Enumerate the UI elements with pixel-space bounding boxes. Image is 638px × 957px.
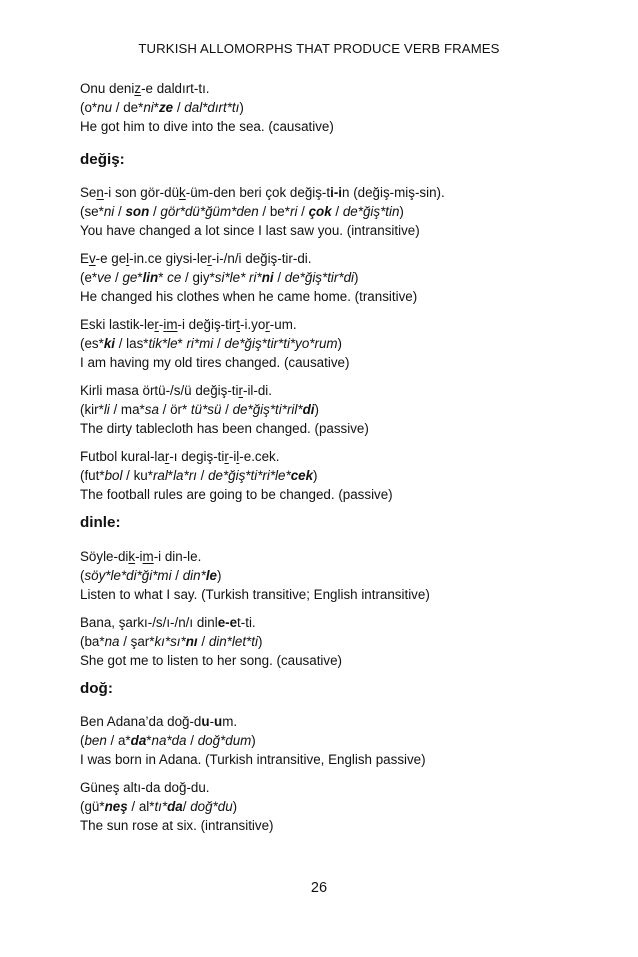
turkish-sentence-run: Güneş altı-da doğ-du. (80, 780, 210, 795)
pronunciation-line-run: / (171, 568, 183, 583)
turkish-sentence-run: k (179, 185, 186, 200)
page-body (80, 79, 570, 844)
pronunciation-line-run: çok (308, 204, 332, 219)
pronunciation-line-run: / (213, 336, 225, 351)
pronunciation-line-run: * (137, 270, 143, 285)
pronunciation-line-run: ) (314, 402, 319, 417)
turkish-sentence-run: r (265, 317, 270, 332)
english-translation: The football rules are going to be changed. (passive) (80, 487, 393, 502)
pronunciation-line-run: ) (239, 100, 244, 115)
pronunciation-line-run: di (302, 402, 315, 417)
section-heading: doğ: (80, 680, 113, 697)
pronunciation-line-run: ri*mi (186, 336, 214, 351)
turkish-sentence-run: -ı degiş-ti (169, 449, 225, 464)
turkish-sentence-run: r (164, 449, 170, 464)
turkish-sentence-run: r (238, 383, 243, 398)
turkish-sentence (80, 447, 570, 466)
pronunciation-line-run: ) (251, 733, 256, 748)
turkish-sentence (80, 712, 570, 731)
pronunciation-line (80, 797, 570, 816)
pronunciation-line-run: / (197, 634, 209, 649)
pronunciation-line (80, 632, 570, 651)
turkish-sentence-run: Eski lastik-le (80, 317, 155, 332)
turkish-sentence (80, 249, 570, 268)
example-block (80, 613, 570, 670)
pronunciation-line-run: ) (313, 468, 318, 483)
pronunciation-line-run: söy*le*di*ği*mi (84, 568, 172, 583)
pronunciation-line-run: cek (290, 468, 314, 483)
turkish-sentence-run: -i son gör-dü (103, 185, 180, 200)
pronunciation-line-run: / (186, 733, 198, 748)
pronunciation-line-run: de*ğiş*tin (342, 204, 400, 219)
pronunciation-line-run: (e* (80, 270, 98, 285)
pronunciation-line-run: bol (104, 468, 123, 483)
pronunciation-line-run: ce (167, 270, 182, 285)
pronunciation-line-run: din* (182, 568, 206, 583)
turkish-sentence-run: -üm-den beri çok değiş-t (185, 185, 331, 200)
pronunciation-line-run: ) (257, 634, 263, 649)
turkish-sentence-run: -i din-le. (153, 549, 202, 564)
turkish-sentence-run: m (166, 317, 178, 332)
pronunciation-line-run: dal*dırt*tı (184, 100, 240, 115)
turkish-sentence (80, 547, 570, 566)
example-block (80, 447, 570, 504)
turkish-sentence-run: u (201, 714, 210, 729)
turkish-sentence-run: m (142, 549, 154, 564)
pronunciation-line-run: (fut* (80, 468, 105, 483)
pronunciation-line-run: / de* (112, 100, 144, 115)
pronunciation-line (80, 466, 570, 485)
pronunciation-line-run: kı*sı* (154, 634, 186, 649)
pronunciation-line (80, 566, 570, 585)
pronunciation-line-run: tik*le (148, 336, 178, 351)
pronunciation-line-run: ri* (249, 270, 262, 285)
example-block (80, 315, 570, 372)
example-block (80, 249, 570, 306)
turkish-sentence-run: n (değiş-miş-sin). (342, 185, 445, 200)
pronunciation-line-run: ben (84, 733, 107, 748)
pronunciation-line-run: / las* (115, 336, 149, 351)
pronunciation-line-run: / a* (106, 733, 131, 748)
pronunciation-line-run: gör*dü*ğüm*den (160, 204, 259, 219)
pronunciation-line-run: ze (158, 100, 174, 115)
pronunciation-line-run: din*let*ti (208, 634, 258, 649)
turkish-sentence-run: k (128, 549, 136, 564)
pronunciation-line-run: / ku* (122, 468, 153, 483)
turkish-sentence (80, 315, 570, 334)
turkish-sentence-run: l (126, 251, 130, 266)
turkish-sentence-run: Söyle-di (80, 549, 129, 564)
turkish-sentence-run: - (158, 317, 164, 332)
pronunciation-line-run: / (182, 799, 191, 814)
pronunciation-line-run: da (167, 799, 183, 814)
turkish-sentence-run: n (96, 185, 104, 200)
pronunciation-line-run: de*ğiş*tir*di (284, 270, 355, 285)
pronunciation-line-run: / şar* (119, 634, 155, 649)
turkish-sentence-run: r (224, 449, 229, 464)
pronunciation-line-run: na*da (151, 733, 187, 748)
turkish-sentence (80, 79, 570, 98)
section-heading: dinle: (80, 514, 121, 531)
pronunciation-line-run: / (331, 204, 343, 219)
pronunciation-line-run: (ba* (80, 634, 105, 649)
page-number: 26 (310, 880, 328, 896)
pronunciation-line-run: ni (261, 270, 274, 285)
pronunciation-line-run: ( (80, 568, 85, 583)
pronunciation-line-run: de*ğiş*ti*ril* (232, 402, 303, 417)
pronunciation-line-run: la*rı (173, 468, 197, 483)
pronunciation-line (80, 268, 570, 287)
pronunciation-line-run: de*ğiş*ti*ri*le* (208, 468, 291, 483)
turkish-sentence-run: Onu deni (80, 81, 135, 96)
pronunciation-line-run: le (205, 568, 217, 583)
pronunciation-line-run: (kir* (80, 402, 104, 417)
example-block (80, 381, 570, 438)
pronunciation-line-run: ni (103, 204, 115, 219)
pronunciation-line-run: ge (122, 270, 138, 285)
pronunciation-line-run: / ma* (109, 402, 145, 417)
english-translation: He changed his clothes when he came home. (transitive) (80, 289, 418, 304)
page-header: TURKISH ALLOMORPHS THAT PRODUCE VERB FRAMES (138, 41, 500, 56)
example-block (80, 183, 570, 240)
turkish-sentence-run: E (80, 251, 89, 266)
pronunciation-line-run: nu (97, 100, 113, 115)
pronunciation-line-run: li (103, 402, 110, 417)
pronunciation-line-run: * (158, 270, 168, 285)
turkish-sentence (80, 778, 570, 797)
english-translation: The sun rose at six. (intransitive) (80, 818, 274, 833)
pronunciation-line-run: ( (80, 733, 85, 748)
pronunciation-line (80, 731, 570, 750)
turkish-sentence-run: -i değiş-tir (177, 317, 237, 332)
pronunciation-line-run: na (104, 634, 120, 649)
pronunciation-line-run: ve (97, 270, 112, 285)
pronunciation-line (80, 400, 570, 419)
example-block (80, 547, 570, 604)
pronunciation-line-run: ) (399, 204, 404, 219)
pronunciation-line-run: lin (142, 270, 159, 285)
english-translation: She got me to listen to her song. (causative) (80, 653, 343, 668)
turkish-sentence-run: Ben Adana’da doğ-d (80, 714, 202, 729)
pronunciation-line-run: * (167, 468, 174, 483)
pronunciation-line-run: son (125, 204, 150, 219)
pronunciation-line-run: / (297, 204, 309, 219)
turkish-sentence (80, 183, 570, 202)
pronunciation-line-run: ) (232, 799, 238, 814)
english-translation: I am having my old tires changed. (causative) (80, 355, 350, 370)
example-block (80, 79, 570, 136)
pronunciation-line-run: / (221, 402, 233, 417)
pronunciation-line-run: (se* (80, 204, 104, 219)
pronunciation-line (80, 202, 570, 221)
pronunciation-line-run: ki (103, 336, 115, 351)
turkish-sentence-run: -i (135, 549, 143, 564)
pronunciation-line-run: / ör* (158, 402, 191, 417)
pronunciation-line-run: da (130, 733, 147, 748)
example-block (80, 778, 570, 835)
pronunciation-line-run: sa (144, 402, 159, 417)
turkish-sentence-run: Kirli masa örtü-/s/ü değiş-ti (80, 383, 239, 398)
turkish-sentence (80, 613, 570, 632)
pronunciation-line-run: neş (104, 799, 128, 814)
pronunciation-line-run: tı* (154, 799, 168, 814)
turkish-sentence-run: u (214, 714, 223, 729)
turkish-sentence-run: i (163, 317, 167, 332)
turkish-sentence-run: -e ge (95, 251, 127, 266)
turkish-sentence-run: m. (222, 714, 238, 729)
example-block (80, 712, 570, 769)
pronunciation-line-run: ) (217, 568, 222, 583)
pronunciation-line-run: doğ*du (190, 799, 233, 814)
turkish-sentence-run: t (236, 317, 241, 332)
english-translation: He got him to dive into the sea. (causative) (80, 119, 334, 134)
turkish-sentence-run: Se (80, 185, 97, 200)
section-heading: değiş: (80, 151, 125, 168)
turkish-sentence-run: -i (228, 449, 237, 464)
turkish-sentence-run: v (88, 251, 96, 266)
pronunciation-line-run: / (173, 100, 185, 115)
pronunciation-line-run: / giy* (181, 270, 215, 285)
pronunciation-line-run: / al* (127, 799, 155, 814)
pronunciation-line-run: ni (143, 100, 154, 115)
pronunciation-line (80, 98, 570, 117)
pronunciation-line-run: tü*sü (190, 402, 222, 417)
english-translation: Listen to what I say. (Turkish transitive; English intransitive) (80, 587, 430, 602)
pronunciation-line-run: (o* (80, 100, 98, 115)
pronunciation-line-run: * (153, 100, 159, 115)
turkish-sentence-run: -um. (269, 317, 297, 332)
pronunciation-line-run: / (114, 204, 126, 219)
turkish-sentence-run: -e daldırt-tı. (141, 81, 210, 96)
turkish-sentence-run: -in.ce giysi-le (129, 251, 208, 266)
turkish-sentence-run: -e.cek. (239, 449, 280, 464)
turkish-sentence-run: -i.yo (240, 317, 266, 332)
turkish-sentence-run: z (134, 81, 142, 96)
turkish-sentence (80, 381, 570, 400)
pronunciation-line-run: / (111, 270, 123, 285)
pronunciation-line-run: ral (152, 468, 168, 483)
turkish-sentence-run: i-i (330, 185, 343, 200)
pronunciation-line-run: nı (185, 634, 198, 649)
pronunciation-line-run: ) (337, 336, 343, 351)
turkish-sentence-run: -il-di. (242, 383, 272, 398)
pronunciation-line-run: si*le* (214, 270, 246, 285)
turkish-sentence-run: e-e (217, 615, 238, 630)
turkish-sentence-run: l (236, 449, 240, 464)
pronunciation-line-run: doğ*dum (197, 733, 252, 748)
pronunciation-line (80, 334, 570, 353)
pronunciation-line-run: de*ğiş*tir*ti*yo*rum (224, 336, 338, 351)
pronunciation-line-run: / (196, 468, 209, 483)
english-translation: You have changed a lot since I last saw you. (intransitive) (80, 223, 420, 238)
pronunciation-line-run: * (177, 336, 187, 351)
english-translation: The dirty tablecloth has been changed. (passive) (80, 421, 369, 436)
pronunciation-line-run: / be* (258, 204, 290, 219)
turkish-sentence-run: r (154, 317, 159, 332)
turkish-sentence-run: t-ti. (237, 615, 256, 630)
english-translation: I was born in Adana. (Turkish intransitive, English passive) (80, 752, 426, 767)
turkish-sentence-run: - (209, 714, 215, 729)
turkish-sentence-run: Futbol kural-la (80, 449, 165, 464)
pronunciation-line-run: / (273, 270, 285, 285)
turkish-sentence-run: Bana, şarkı-/s/ı-/n/ı dinl (80, 615, 218, 630)
pronunciation-line-run: ri (289, 204, 298, 219)
pronunciation-line-run: * (146, 733, 152, 748)
pronunciation-line-run: (gü* (80, 799, 105, 814)
pronunciation-line-run: ) (354, 270, 359, 285)
pronunciation-line-run: (es* (80, 336, 104, 351)
pronunciation-line-run: / (149, 204, 161, 219)
turkish-sentence-run: -i-/n/i değiş-tir-di. (211, 251, 312, 266)
turkish-sentence-run: r (207, 251, 212, 266)
